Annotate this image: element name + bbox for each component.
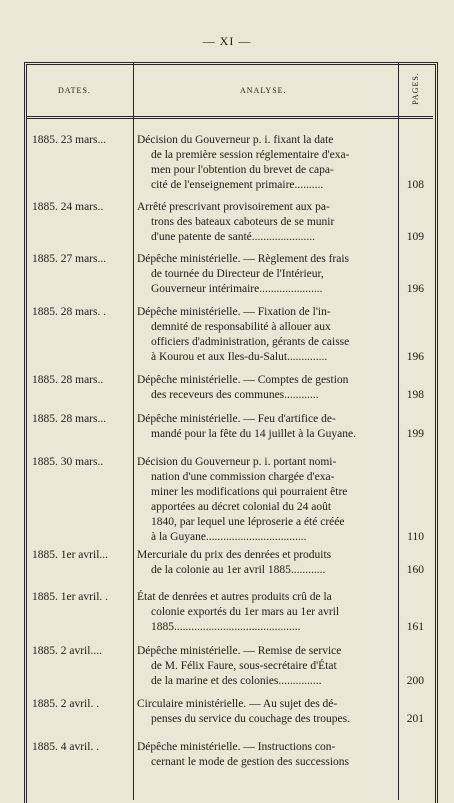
header-rule bbox=[27, 116, 433, 119]
analysis-line: de la colonie au 1er avril 1885............ bbox=[151, 564, 326, 576]
entry-date: 1885. 1er avril... bbox=[32, 549, 109, 561]
column-divider-dates bbox=[133, 62, 134, 800]
header-dates: DATES. bbox=[58, 86, 91, 95]
analysis-line: de la marine et des colonies............... bbox=[151, 675, 322, 687]
entry-date: 1885. 28 mars... bbox=[32, 413, 107, 425]
analysis-line: d'une patente de santé...................... bbox=[151, 231, 315, 243]
analysis-line: colonie exportés du 1er mars au 1er avril bbox=[151, 606, 340, 618]
entry-page: 160 bbox=[406, 564, 424, 576]
entry-page: 108 bbox=[406, 179, 424, 191]
entry-date: 1885. 28 mars. . bbox=[32, 306, 107, 318]
entry-page: 109 bbox=[406, 231, 424, 243]
entry-analysis bbox=[137, 697, 396, 727]
entry-analysis bbox=[137, 252, 396, 297]
header-analyse: ANALYSE. bbox=[240, 86, 287, 95]
entry-page: 199 bbox=[406, 428, 424, 440]
analysis-line: de la première session réglementaire d'exa- bbox=[151, 149, 350, 161]
analysis-line: apportées au décret colonial du 24 août bbox=[151, 501, 332, 513]
analysis-line: Dépêche ministérielle. — Comptes de gestion bbox=[137, 374, 349, 386]
analysis-line: demnité de responsabilité à allouer aux bbox=[151, 321, 331, 333]
analysis-line: 1885............................................ bbox=[151, 621, 301, 633]
entry-analysis bbox=[137, 548, 396, 578]
analysis-line: Dépêche ministérielle. — Feu d'artifice de- bbox=[137, 413, 336, 425]
entry-analysis bbox=[137, 644, 396, 689]
entry-date: 1885. 23 mars... bbox=[32, 134, 107, 146]
entry-date: 1885. 24 mars.. bbox=[32, 201, 104, 213]
analysis-line: de M. Félix Faure, sous-secrétaire d'État bbox=[151, 660, 337, 672]
analysis-line: nation d'une commission chargée d'exa- bbox=[151, 471, 335, 483]
entry-analysis bbox=[137, 590, 396, 635]
analysis-line: Arrêté prescrivant provisoirement aux pa- bbox=[137, 201, 330, 213]
analysis-line: men pour l'obtention du brevet de capa- bbox=[151, 164, 334, 176]
analysis-line: Circulaire ministérielle. — Au sujet des dé- bbox=[137, 698, 338, 710]
analysis-line: Mercuriale du prix des denrées et produits bbox=[137, 549, 332, 561]
header-pages: PAGES. bbox=[410, 71, 420, 105]
entry-page: 110 bbox=[407, 531, 424, 543]
entry-analysis bbox=[137, 455, 396, 545]
analysis-line: cité de l'enseignement primaire.......... bbox=[151, 179, 324, 191]
entry-analysis bbox=[137, 412, 396, 442]
analysis-line: cernant le mode de gestion des successions bbox=[151, 756, 349, 768]
analysis-line: État de denrées et autres produits crû de la bbox=[137, 591, 332, 603]
entry-date: 1885. 4 avril. . bbox=[32, 741, 100, 753]
page-number: — XI — bbox=[202, 34, 252, 48]
analysis-line: Dépêche ministérielle. — Fixation de l'in- bbox=[137, 306, 331, 318]
analysis-line: à Kourou et aux Iles-du-Salut.............. bbox=[151, 351, 328, 363]
entry-page: 201 bbox=[406, 713, 424, 725]
analysis-line: à la Guyane................................... bbox=[151, 531, 307, 543]
analysis-line: miner les modifications qui pourraient être bbox=[151, 486, 348, 498]
analysis-line: Gouverneur intérimaire...................... bbox=[151, 283, 323, 295]
header-pages-cell bbox=[398, 64, 432, 112]
entry-page: 198 bbox=[406, 389, 424, 401]
analysis-line: officiers d'administration, gérants de caisse bbox=[151, 336, 350, 348]
entry-date: 1885. 2 avril.... bbox=[32, 645, 102, 657]
analysis-line: Décision du Gouverneur p. i. portant nomi- bbox=[137, 456, 337, 468]
analysis-line: de tournée du Directeur de l'Intérieur, bbox=[151, 268, 324, 280]
entry-page: 196 bbox=[406, 351, 424, 363]
entry-analysis bbox=[137, 200, 396, 245]
entry-page: 200 bbox=[406, 675, 424, 687]
entry-date: 1885. 27 mars... bbox=[32, 253, 107, 265]
entry-analysis bbox=[137, 740, 396, 770]
entry-date: 1885. 30 mars.. bbox=[32, 456, 104, 468]
entry-page: 196 bbox=[406, 283, 424, 295]
analysis-line: 1840, par lequel une léproserie a été créée bbox=[151, 516, 345, 528]
analysis-line: Décision du Gouverneur p. i. fixant la date bbox=[137, 134, 334, 146]
analysis-line: trons des bateaux caboteurs de se munir bbox=[151, 216, 335, 228]
entry-date: 1885. 1er avril. . bbox=[32, 591, 109, 603]
analysis-line: des receveurs des communes............ bbox=[151, 389, 319, 401]
entry-date: 1885. 2 avril. . bbox=[32, 698, 100, 710]
entry-analysis bbox=[137, 305, 396, 365]
analysis-line: mandé pour la fête du 14 juillet à la Guyane. bbox=[151, 428, 357, 440]
entry-date: 1885. 28 mars.. bbox=[32, 374, 104, 386]
analysis-line: Dépêche ministérielle. — Instructions con- bbox=[137, 741, 336, 753]
analysis-line: penses du service du couchage des troupes. bbox=[151, 713, 350, 725]
analysis-line: Dépêche ministérielle. — Remise de service bbox=[137, 645, 342, 657]
entry-analysis bbox=[137, 133, 396, 193]
entry-page: 161 bbox=[406, 621, 424, 633]
entry-analysis bbox=[137, 373, 396, 403]
analysis-line: Dépêche ministérielle. — Règlement des frais bbox=[137, 253, 350, 265]
